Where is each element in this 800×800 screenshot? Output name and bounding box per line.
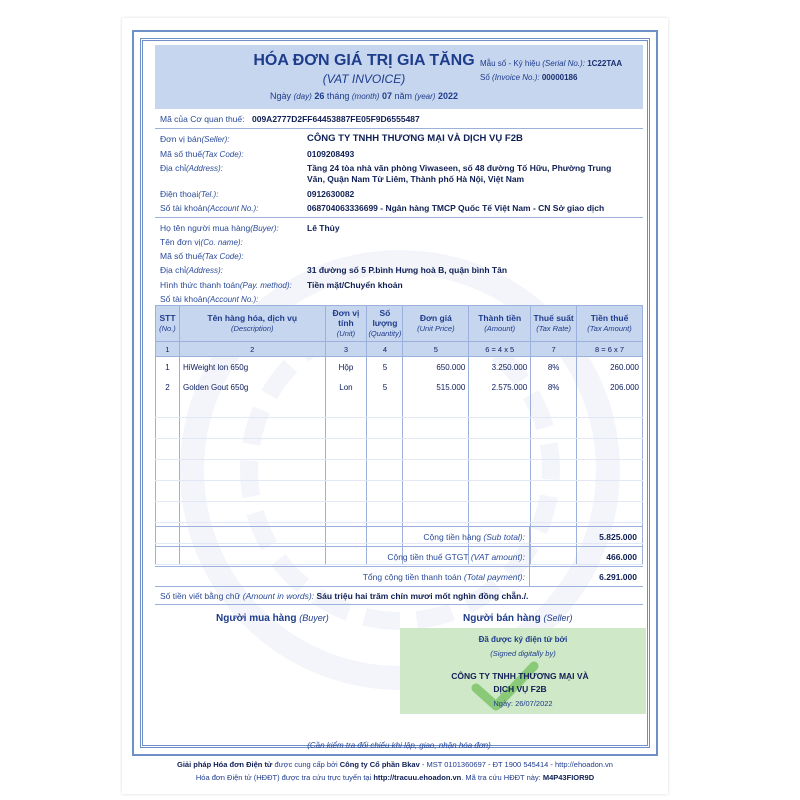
index-cell: 2 <box>179 342 325 357</box>
cell-tax-rate: 8% <box>531 377 577 397</box>
vat-label: Cộng tiền thuế GTGT (VAT amount): <box>387 552 525 562</box>
seller-tax-label: Mã số thuế(Tax Code): <box>160 149 244 159</box>
invoice-date <box>155 91 573 101</box>
year-label: (year) <box>414 92 436 101</box>
total-row <box>155 566 643 587</box>
cell-no: 2 <box>156 377 180 397</box>
month-label: (month) <box>351 92 380 101</box>
table-row <box>156 377 643 397</box>
provider-line: Giải pháp Hóa đơn Điện tử được cung cấp bởi Công ty Cổ phần Bkav - MST 0101360697 - ĐT 1900 545414 - http://ehoadon.vn <box>177 760 613 769</box>
cell-unit: Lon <box>325 377 367 397</box>
amount-in-words <box>160 591 528 601</box>
invoice-no-value: 00000186 <box>541 73 578 82</box>
index-cell: 4 <box>367 342 403 357</box>
buyer-name: Lê Thủy <box>307 223 340 233</box>
buyer-payment: Tiền mặt/Chuyển khoản <box>307 280 403 290</box>
seller-account: 068704063336699 - Ngân hàng TMCP Quốc Tế Việt Nam - CN Sở giao dịch <box>307 203 605 213</box>
year-value: 2022 <box>437 91 458 101</box>
buyer-payment-label: Hình thức thanh toán(Pay. method): <box>160 280 292 290</box>
index-cell: 6 = 4 x 5 <box>469 342 531 357</box>
table-header-row <box>156 306 643 342</box>
index-cell: 1 <box>156 342 180 357</box>
cell-tax-amount: 206.000 <box>577 377 643 397</box>
index-cell: 3 <box>325 342 367 357</box>
day-value: 26 <box>314 91 325 101</box>
col-header: Số lượng (Quantity) <box>367 306 403 342</box>
serial-block <box>480 57 622 85</box>
seller-phone-label: Điện thoại(Tel.): <box>160 189 219 199</box>
col-header: Tên hàng hóa, dịch vụ (Description) <box>179 306 325 342</box>
seller-address-label: Địa chỉ(Address): <box>160 163 223 173</box>
serial-label-en: (Serial No.): <box>542 59 585 68</box>
col-header: Đơn giá (Unit Price) <box>403 306 469 342</box>
invoice-no-label-en: (Invoice No.): <box>492 73 540 82</box>
table-row-empty <box>156 439 643 460</box>
buyer-signature-title: Người mua hàng (Buyer) <box>216 613 329 624</box>
cell-unit-price: 650.000 <box>403 357 469 378</box>
cell-description: HiWeight lon 650g <box>179 357 325 378</box>
year-prefix: năm <box>394 91 413 101</box>
table-row-empty <box>156 460 643 481</box>
table-row-empty <box>156 418 643 439</box>
index-cell: 5 <box>403 342 469 357</box>
cell-quantity: 5 <box>367 377 403 397</box>
table-row-empty <box>156 481 643 502</box>
day-label: (day) <box>293 92 312 101</box>
divider <box>155 604 643 605</box>
divider <box>155 217 643 218</box>
cell-tax-rate: 8% <box>531 357 577 378</box>
signed-by-label: Đã được ký điện tử bởi <box>478 635 568 644</box>
buyer-address: 31 đường số 5 P.bình Hưng hoà B, quận bình Tân <box>307 265 508 275</box>
words-value: Sáu triệu hai trăm chín mươi mốt nghìn đồng chẵn./. <box>316 591 529 601</box>
seller-name: CÔNG TY TNHH THƯƠNG MẠI VÀ DỊCH VỤ F2B <box>307 133 523 144</box>
subtotal-label: Cộng tiền hàng (Sub total): <box>423 532 525 542</box>
seller-tax: 0109208493 <box>307 149 355 159</box>
subtotal-row <box>155 526 643 547</box>
signer-name: CÔNG TY TNHH THƯƠNG MẠI VÀ DỊCH VỤ F2B <box>451 671 589 694</box>
total-label: Tổng cộng tiền thanh toán (Total payment): <box>362 572 525 582</box>
words-label-en: (Amount in words): <box>242 591 315 601</box>
col-header: Thành tiền (Amount) <box>469 306 531 342</box>
invoice-subtitle: (VAT INVOICE) <box>322 72 406 86</box>
cell-amount: 3.250.000 <box>469 357 531 378</box>
cell-unit-price: 515.000 <box>403 377 469 397</box>
date-prefix: Ngày <box>270 91 292 101</box>
divider <box>155 128 643 129</box>
serial-value: 1C22TAA <box>587 59 623 68</box>
cell-tax-amount: 260.000 <box>577 357 643 378</box>
cell-description: Golden Gout 650g <box>179 377 325 397</box>
cell-unit: Hộp <box>325 357 367 378</box>
table-row-empty <box>156 502 643 523</box>
col-header: STT (No.) <box>156 306 180 342</box>
serial-label: Mẫu số - Ký hiệu <box>480 59 541 68</box>
subtotal-value: 5.825.000 <box>599 532 637 542</box>
seller-account-label: Số tài khoản(Account No.): <box>160 203 259 213</box>
col-header: Đơn vị tính (Unit) <box>325 306 367 342</box>
col-header: Tiền thuế (Tax Amount) <box>577 306 643 342</box>
seller-address: Tầng 24 tòa nhà văn phòng Viwaseen, số 48 đường Tố Hữu, Phường Trung Văn, Quận Nam Từ Liêm, Thành phố Hà Nội, Việt Nam <box>307 163 612 184</box>
invoice-title: HÓA ĐƠN GIÁ TRỊ GIA TĂNG <box>253 52 475 69</box>
vat-row <box>155 546 643 567</box>
seller-name-label: Đơn vị bán(Seller): <box>160 134 230 144</box>
cell-no: 1 <box>156 357 180 378</box>
buyer-company-label: Tên đơn vị(Co. name): <box>160 237 243 247</box>
tax-authority-label: Mã của Cơ quan thuế: <box>160 114 245 124</box>
cell-quantity: 5 <box>367 357 403 378</box>
table-row-empty <box>156 397 643 418</box>
divider <box>155 586 643 587</box>
seller-phone: 0912630082 <box>307 189 355 199</box>
signature-date: Ngày: 26/07/2022 <box>493 699 553 708</box>
table-index-row <box>156 342 643 357</box>
total-value: 6.291.000 <box>599 572 637 582</box>
tax-authority-value: 009A2777D2FF64453887FE05F9D6555487 <box>252 114 420 124</box>
invoice-no-label: Số <box>480 73 490 82</box>
month-value: 07 <box>381 91 392 101</box>
buyer-tax-label: Mã số thuế(Tax Code): <box>160 251 244 261</box>
cell-amount: 2.575.000 <box>469 377 531 397</box>
verification-note: (Cần kiểm tra đối chiếu khi lập, giao, nhận hóa đơn) <box>307 741 491 750</box>
signed-by-label-en: (Signed digitally by) <box>490 649 556 658</box>
month-prefix: tháng <box>326 91 350 101</box>
words-label: Số tiền viết bằng chữ <box>160 591 241 601</box>
vat-value: 466.000 <box>606 552 637 562</box>
index-cell: 7 <box>531 342 577 357</box>
buyer-name-label: Họ tên người mua hàng(Buyer): <box>160 223 279 233</box>
table-row <box>156 357 643 378</box>
buyer-account-label: Số tài khoản(Account No.): <box>160 294 259 304</box>
seller-signature-title: Người bán hàng (Seller) <box>463 613 573 624</box>
buyer-address-label: Địa chỉ(Address): <box>160 265 223 275</box>
col-header: Thuế suất (Tax Rate) <box>531 306 577 342</box>
lookup-line: Hóa đơn Điện tử (HĐĐT) được tra cứu trực tuyến tại http://tracuu.ehoadon.vn. Mã tra cứu HĐĐT này: M4P43FIOR9D <box>195 773 595 782</box>
index-cell: 8 = 6 x 7 <box>577 342 643 357</box>
